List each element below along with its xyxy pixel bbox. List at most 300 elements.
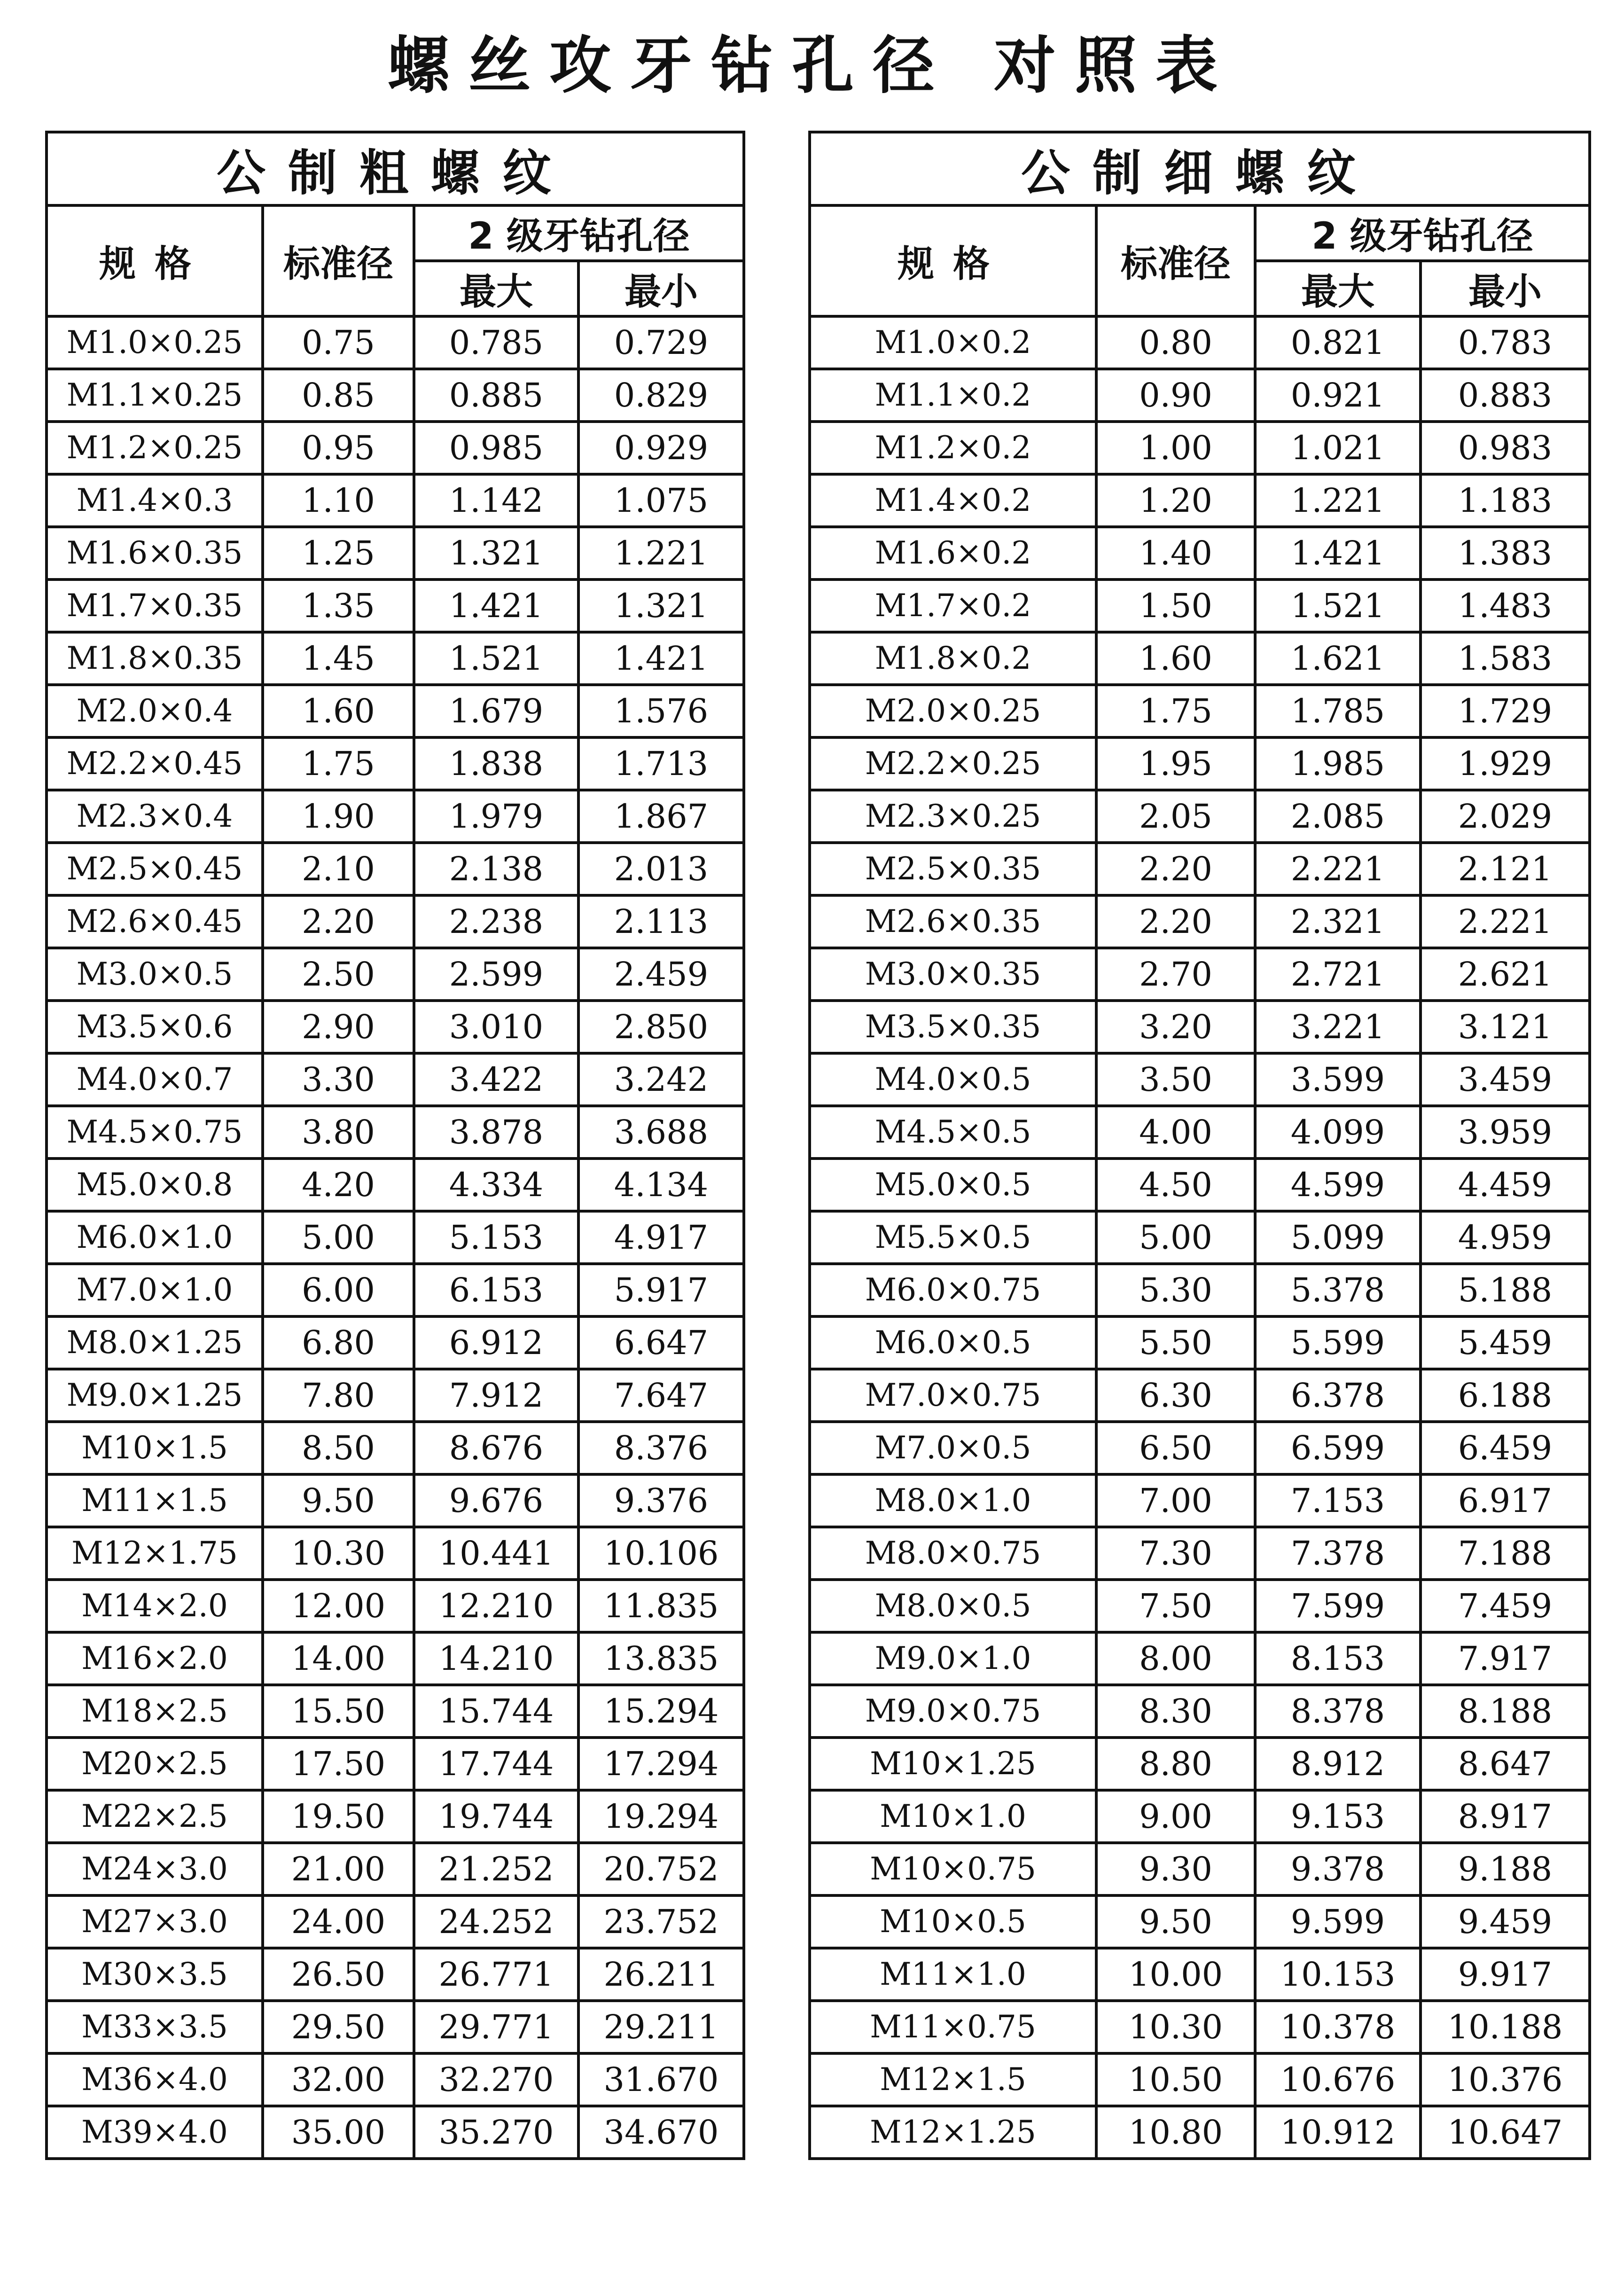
coarse-cell-max: 0.985 — [414, 422, 578, 474]
table-row — [47, 1474, 744, 1527]
fine-cell-spec: M8.0×1.0 — [810, 1474, 1096, 1527]
fine-cell-min: 8.188 — [1421, 1685, 1590, 1738]
coarse-cell-max: 1.838 — [414, 737, 578, 790]
coarse-cell-standard: 26.50 — [263, 1948, 414, 2001]
table-row — [810, 790, 1590, 843]
coarse-cell-max: 21.252 — [414, 1843, 578, 1895]
table-row — [810, 895, 1590, 948]
page-title: 螺丝攻牙钻孔径 对照表 — [388, 30, 1236, 102]
fine-cell-min: 1.729 — [1421, 685, 1590, 737]
fine-cell-max: 9.378 — [1255, 1843, 1421, 1895]
fine-cell-min: 10.647 — [1421, 2106, 1590, 2159]
table-row — [810, 1738, 1590, 1790]
fine-cell-min: 8.917 — [1421, 1790, 1590, 1843]
fine-cell-min: 2.621 — [1421, 948, 1590, 1001]
coarse-cell-standard: 6.80 — [263, 1316, 414, 1369]
fine-cell-min: 7.459 — [1421, 1580, 1590, 1632]
table-row — [810, 1527, 1590, 1580]
table-row — [47, 2106, 744, 2159]
coarse-cell-spec: M27×3.0 — [47, 1895, 263, 1948]
fine-cell-min: 7.188 — [1421, 1527, 1590, 1580]
fine-cell-standard: 9.50 — [1096, 1895, 1255, 1948]
table-row — [47, 1790, 744, 1843]
fine-cell-spec: M9.0×1.0 — [810, 1632, 1096, 1685]
coarse-cell-spec: M39×4.0 — [47, 2106, 263, 2159]
fine-cell-spec: M2.3×0.25 — [810, 790, 1096, 843]
table-row — [47, 1211, 744, 1264]
fine-cell-standard: 2.20 — [1096, 843, 1255, 895]
fine-cell-max: 1.521 — [1255, 579, 1421, 632]
table-row — [810, 1632, 1590, 1685]
fine-cell-spec: M8.0×0.75 — [810, 1527, 1096, 1580]
coarse-cell-spec: M1.0×0.25 — [47, 316, 263, 369]
fine-cell-standard: 1.50 — [1096, 579, 1255, 632]
fine-cell-max: 2.221 — [1255, 843, 1421, 895]
fine-cell-min: 1.183 — [1421, 474, 1590, 527]
coarse-cell-standard: 14.00 — [263, 1632, 414, 1685]
fine-cell-min: 10.376 — [1421, 2053, 1590, 2106]
coarse-cell-max: 26.771 — [414, 1948, 578, 2001]
fine-cell-spec: M11×0.75 — [810, 2001, 1096, 2053]
fine-cell-max: 10.912 — [1255, 2106, 1421, 2159]
fine-cell-max: 4.099 — [1255, 1106, 1421, 1159]
fine-cell-standard: 3.20 — [1096, 1001, 1255, 1053]
table-row — [47, 1369, 744, 1422]
coarse-cell-spec: M16×2.0 — [47, 1632, 263, 1685]
coarse-cell-standard: 2.10 — [263, 843, 414, 895]
table-row — [47, 1632, 744, 1685]
coarse-cell-spec: M4.5×0.75 — [47, 1106, 263, 1159]
coarse-cell-max: 1.679 — [414, 685, 578, 737]
coarse-cell-min: 34.670 — [578, 2106, 744, 2159]
table-row — [810, 1211, 1590, 1264]
coarse-cell-spec: M6.0×1.0 — [47, 1211, 263, 1264]
fine-cell-standard: 5.30 — [1096, 1264, 1255, 1316]
fine-cell-standard: 4.00 — [1096, 1106, 1255, 1159]
table-row — [810, 1316, 1590, 1369]
coarse-cell-spec: M4.0×0.7 — [47, 1053, 263, 1106]
coarse-cell-max: 7.912 — [414, 1369, 578, 1422]
coarse-cell-max: 14.210 — [414, 1632, 578, 1685]
fine-section-title: 公制细螺纹 — [810, 132, 1590, 205]
fine-cell-spec: M12×1.25 — [810, 2106, 1096, 2159]
coarse-cell-min: 17.294 — [578, 1738, 744, 1790]
table-row — [810, 422, 1590, 474]
coarse-cell-min: 3.242 — [578, 1053, 744, 1106]
fine-cell-standard: 7.50 — [1096, 1580, 1255, 1632]
coarse-cell-spec: M1.7×0.35 — [47, 579, 263, 632]
coarse-section-title: 公制粗螺纹 — [47, 132, 744, 205]
table-row — [47, 1738, 744, 1790]
fine-cell-standard: 10.80 — [1096, 2106, 1255, 2159]
table-row — [810, 1106, 1590, 1159]
fine-cell-max: 4.599 — [1255, 1159, 1421, 1211]
coarse-cell-standard: 8.50 — [263, 1422, 414, 1474]
coarse-cell-standard: 3.30 — [263, 1053, 414, 1106]
coarse-cell-min: 31.670 — [578, 2053, 744, 2106]
table-row — [810, 685, 1590, 737]
fine-cell-min: 1.483 — [1421, 579, 1590, 632]
coarse-cell-min: 1.713 — [578, 737, 744, 790]
table-row — [47, 895, 744, 948]
fine-cell-min: 1.929 — [1421, 737, 1590, 790]
table-row — [810, 1580, 1590, 1632]
fine-cell-standard: 5.00 — [1096, 1211, 1255, 1264]
table-row — [810, 1685, 1590, 1738]
coarse-cell-spec: M5.0×0.8 — [47, 1159, 263, 1211]
fine-cell-max: 0.821 — [1255, 316, 1421, 369]
fine-cell-min: 2.029 — [1421, 790, 1590, 843]
coarse-cell-standard: 6.00 — [263, 1264, 414, 1316]
coarse-cell-spec: M9.0×1.25 — [47, 1369, 263, 1422]
fine-cell-spec: M1.7×0.2 — [810, 579, 1096, 632]
table-row — [47, 1106, 744, 1159]
fine-cell-standard: 10.50 — [1096, 2053, 1255, 2106]
coarse-cell-standard: 19.50 — [263, 1790, 414, 1843]
coarse-cell-standard: 4.20 — [263, 1159, 414, 1211]
coarse-cell-spec: M1.4×0.3 — [47, 474, 263, 527]
coarse-cell-min: 2.013 — [578, 843, 744, 895]
coarse-cell-standard: 0.95 — [263, 422, 414, 474]
coarse-cell-standard: 35.00 — [263, 2106, 414, 2159]
table-row — [810, 1422, 1590, 1474]
coarse-cell-standard: 3.80 — [263, 1106, 414, 1159]
coarse-cell-spec: M1.1×0.25 — [47, 369, 263, 422]
fine-cell-min: 6.188 — [1421, 1369, 1590, 1422]
fine-cell-spec: M10×1.0 — [810, 1790, 1096, 1843]
fine-cell-max: 2.085 — [1255, 790, 1421, 843]
fine-cell-standard: 7.00 — [1096, 1474, 1255, 1527]
coarse-header-min: 最小 — [578, 261, 744, 316]
fine-header-spec: 规格 — [810, 205, 1096, 316]
coarse-cell-spec: M11×1.5 — [47, 1474, 263, 1527]
coarse-cell-max: 9.676 — [414, 1474, 578, 1527]
fine-cell-max: 5.378 — [1255, 1264, 1421, 1316]
coarse-cell-max: 1.521 — [414, 632, 578, 685]
fine-cell-min: 3.459 — [1421, 1053, 1590, 1106]
coarse-cell-max: 3.422 — [414, 1053, 578, 1106]
coarse-cell-max: 1.979 — [414, 790, 578, 843]
coarse-cell-min: 2.459 — [578, 948, 744, 1001]
table-row — [810, 527, 1590, 579]
coarse-cell-standard: 1.45 — [263, 632, 414, 685]
fine-cell-standard: 10.00 — [1096, 1948, 1255, 2001]
coarse-thread-table — [45, 131, 745, 2160]
fine-table-body — [810, 316, 1590, 2159]
fine-cell-standard: 1.40 — [1096, 527, 1255, 579]
fine-cell-min: 10.188 — [1421, 2001, 1590, 2053]
coarse-cell-max: 1.421 — [414, 579, 578, 632]
fine-cell-max: 2.721 — [1255, 948, 1421, 1001]
table-row — [810, 579, 1590, 632]
fine-cell-min: 9.459 — [1421, 1895, 1590, 1948]
coarse-cell-min: 19.294 — [578, 1790, 744, 1843]
fine-cell-spec: M9.0×0.75 — [810, 1685, 1096, 1738]
coarse-cell-min: 2.850 — [578, 1001, 744, 1053]
coarse-cell-max: 17.744 — [414, 1738, 578, 1790]
coarse-cell-max: 19.744 — [414, 1790, 578, 1843]
table-row — [47, 316, 744, 369]
table-row — [47, 843, 744, 895]
coarse-cell-standard: 1.75 — [263, 737, 414, 790]
coarse-cell-min: 4.134 — [578, 1159, 744, 1211]
fine-cell-spec: M4.5×0.5 — [810, 1106, 1096, 1159]
coarse-cell-spec: M30×3.5 — [47, 1948, 263, 2001]
coarse-cell-max: 35.270 — [414, 2106, 578, 2159]
fine-cell-standard: 8.30 — [1096, 1685, 1255, 1738]
fine-cell-min: 5.188 — [1421, 1264, 1590, 1316]
table-row — [47, 632, 744, 685]
fine-cell-standard: 8.00 — [1096, 1632, 1255, 1685]
coarse-cell-min: 1.421 — [578, 632, 744, 685]
table-row — [810, 474, 1590, 527]
coarse-cell-standard: 24.00 — [263, 1895, 414, 1948]
fine-cell-max: 1.785 — [1255, 685, 1421, 737]
fine-cell-min: 8.647 — [1421, 1738, 1590, 1790]
table-row — [47, 2001, 744, 2053]
fine-cell-max: 1.421 — [1255, 527, 1421, 579]
coarse-cell-spec: M2.0×0.4 — [47, 685, 263, 737]
fine-cell-max: 8.153 — [1255, 1632, 1421, 1685]
fine-cell-spec: M10×1.25 — [810, 1738, 1096, 1790]
coarse-table-body — [47, 316, 744, 2159]
fine-cell-spec: M10×0.75 — [810, 1843, 1096, 1895]
fine-cell-min: 0.983 — [1421, 422, 1590, 474]
coarse-cell-spec: M18×2.5 — [47, 1685, 263, 1738]
coarse-header-standard: 标准径 — [263, 205, 414, 316]
fine-cell-spec: M2.6×0.35 — [810, 895, 1096, 948]
table-row — [47, 369, 744, 422]
coarse-cell-max: 6.912 — [414, 1316, 578, 1369]
coarse-cell-min: 11.835 — [578, 1580, 744, 1632]
fine-cell-spec: M1.2×0.2 — [810, 422, 1096, 474]
coarse-cell-standard: 10.30 — [263, 1527, 414, 1580]
fine-cell-max: 1.985 — [1255, 737, 1421, 790]
coarse-cell-spec: M33×3.5 — [47, 2001, 263, 2053]
coarse-cell-max: 3.878 — [414, 1106, 578, 1159]
table-row — [47, 790, 744, 843]
fine-header-max: 最大 — [1255, 261, 1421, 316]
table-row — [47, 1264, 744, 1316]
fine-cell-max: 8.912 — [1255, 1738, 1421, 1790]
fine-cell-max: 1.021 — [1255, 422, 1421, 474]
fine-cell-spec: M1.4×0.2 — [810, 474, 1096, 527]
table-row — [810, 369, 1590, 422]
fine-cell-min: 9.188 — [1421, 1843, 1590, 1895]
table-row — [47, 1422, 744, 1474]
fine-cell-spec: M2.5×0.35 — [810, 843, 1096, 895]
coarse-cell-min: 1.576 — [578, 685, 744, 737]
coarse-cell-max: 0.885 — [414, 369, 578, 422]
coarse-cell-spec: M1.6×0.35 — [47, 527, 263, 579]
table-row — [47, 422, 744, 474]
coarse-cell-standard: 1.90 — [263, 790, 414, 843]
fine-cell-min: 4.459 — [1421, 1159, 1590, 1211]
table-row — [810, 1843, 1590, 1895]
fine-cell-standard: 0.80 — [1096, 316, 1255, 369]
coarse-cell-spec: M20×2.5 — [47, 1738, 263, 1790]
table-row — [810, 1948, 1590, 2001]
coarse-cell-min: 10.106 — [578, 1527, 744, 1580]
coarse-header-spec: 规格 — [47, 205, 263, 316]
table-row — [47, 2053, 744, 2106]
fine-cell-standard: 9.00 — [1096, 1790, 1255, 1843]
coarse-cell-standard: 15.50 — [263, 1685, 414, 1738]
fine-cell-standard: 2.70 — [1096, 948, 1255, 1001]
coarse-cell-standard: 1.60 — [263, 685, 414, 737]
fine-cell-min: 5.459 — [1421, 1316, 1590, 1369]
fine-cell-max: 5.099 — [1255, 1211, 1421, 1264]
coarse-cell-spec: M3.0×0.5 — [47, 948, 263, 1001]
coarse-cell-min: 4.917 — [578, 1211, 744, 1264]
coarse-cell-standard: 17.50 — [263, 1738, 414, 1790]
fine-cell-spec: M1.6×0.2 — [810, 527, 1096, 579]
table-row — [810, 1159, 1590, 1211]
fine-cell-standard: 1.60 — [1096, 632, 1255, 685]
fine-cell-max: 1.621 — [1255, 632, 1421, 685]
coarse-cell-max: 10.441 — [414, 1527, 578, 1580]
table-row — [47, 1159, 744, 1211]
coarse-cell-min: 0.929 — [578, 422, 744, 474]
fine-cell-max: 9.599 — [1255, 1895, 1421, 1948]
coarse-cell-min: 20.752 — [578, 1843, 744, 1895]
coarse-cell-standard: 2.50 — [263, 948, 414, 1001]
table-row — [47, 948, 744, 1001]
fine-cell-min: 3.959 — [1421, 1106, 1590, 1159]
coarse-cell-standard: 1.35 — [263, 579, 414, 632]
fine-cell-min: 7.917 — [1421, 1632, 1590, 1685]
coarse-header-drill-group: 2 级牙钻孔径 — [414, 205, 744, 261]
fine-cell-max: 5.599 — [1255, 1316, 1421, 1369]
fine-cell-standard: 0.90 — [1096, 369, 1255, 422]
coarse-cell-spec: M1.2×0.25 — [47, 422, 263, 474]
fine-cell-standard: 3.50 — [1096, 1053, 1255, 1106]
fine-cell-min: 3.121 — [1421, 1001, 1590, 1053]
coarse-cell-min: 1.867 — [578, 790, 744, 843]
fine-cell-min: 4.959 — [1421, 1211, 1590, 1264]
coarse-cell-spec: M2.2×0.45 — [47, 737, 263, 790]
table-row — [47, 1843, 744, 1895]
table-row — [810, 1895, 1590, 1948]
table-row — [810, 2053, 1590, 2106]
table-row — [47, 1685, 744, 1738]
coarse-cell-min: 0.729 — [578, 316, 744, 369]
fine-cell-standard: 10.30 — [1096, 2001, 1255, 2053]
fine-header-min: 最小 — [1421, 261, 1590, 316]
coarse-cell-standard: 12.00 — [263, 1580, 414, 1632]
fine-cell-max: 7.153 — [1255, 1474, 1421, 1527]
coarse-cell-spec: M2.6×0.45 — [47, 895, 263, 948]
fine-cell-max: 10.378 — [1255, 2001, 1421, 2053]
table-row — [810, 1053, 1590, 1106]
fine-cell-standard: 1.95 — [1096, 737, 1255, 790]
table-row — [47, 685, 744, 737]
fine-cell-spec: M4.0×0.5 — [810, 1053, 1096, 1106]
fine-cell-spec: M2.0×0.25 — [810, 685, 1096, 737]
coarse-cell-min: 5.917 — [578, 1264, 744, 1316]
fine-cell-spec: M1.0×0.2 — [810, 316, 1096, 369]
coarse-cell-max: 5.153 — [414, 1211, 578, 1264]
table-row — [47, 1895, 744, 1948]
coarse-cell-spec: M1.8×0.35 — [47, 632, 263, 685]
fine-cell-spec: M7.0×0.5 — [810, 1422, 1096, 1474]
coarse-cell-max: 2.238 — [414, 895, 578, 948]
coarse-cell-max: 29.771 — [414, 2001, 578, 2053]
fine-cell-max: 1.221 — [1255, 474, 1421, 527]
coarse-cell-standard: 0.85 — [263, 369, 414, 422]
fine-cell-max: 8.378 — [1255, 1685, 1421, 1738]
fine-cell-max: 6.378 — [1255, 1369, 1421, 1422]
coarse-cell-max: 2.138 — [414, 843, 578, 895]
fine-cell-max: 9.153 — [1255, 1790, 1421, 1843]
coarse-cell-spec: M14×2.0 — [47, 1580, 263, 1632]
table-row — [810, 1369, 1590, 1422]
fine-cell-max: 10.676 — [1255, 2053, 1421, 2106]
coarse-cell-min: 2.113 — [578, 895, 744, 948]
coarse-cell-min: 23.752 — [578, 1895, 744, 1948]
fine-cell-standard: 1.75 — [1096, 685, 1255, 737]
fine-cell-spec: M7.0×0.75 — [810, 1369, 1096, 1422]
fine-cell-max: 6.599 — [1255, 1422, 1421, 1474]
fine-cell-min: 6.459 — [1421, 1422, 1590, 1474]
fine-header-drill-group: 2 级牙钻孔径 — [1255, 205, 1590, 261]
fine-cell-standard: 6.30 — [1096, 1369, 1255, 1422]
fine-cell-max: 2.321 — [1255, 895, 1421, 948]
table-row — [810, 316, 1590, 369]
fine-cell-max: 7.599 — [1255, 1580, 1421, 1632]
table-row — [47, 1316, 744, 1369]
fine-cell-standard: 4.50 — [1096, 1159, 1255, 1211]
fine-cell-standard: 7.30 — [1096, 1527, 1255, 1580]
table-row — [47, 737, 744, 790]
table-row — [47, 1527, 744, 1580]
coarse-cell-min: 15.294 — [578, 1685, 744, 1738]
fine-cell-min: 9.917 — [1421, 1948, 1590, 2001]
table-row — [810, 632, 1590, 685]
coarse-cell-max: 12.210 — [414, 1580, 578, 1632]
fine-cell-spec: M11×1.0 — [810, 1948, 1096, 2001]
fine-cell-standard: 2.20 — [1096, 895, 1255, 948]
coarse-cell-max: 8.676 — [414, 1422, 578, 1474]
coarse-cell-max: 15.744 — [414, 1685, 578, 1738]
coarse-cell-standard: 1.25 — [263, 527, 414, 579]
fine-cell-max: 7.378 — [1255, 1527, 1421, 1580]
table-row — [810, 948, 1590, 1001]
coarse-cell-max: 24.252 — [414, 1895, 578, 1948]
coarse-cell-min: 13.835 — [578, 1632, 744, 1685]
fine-cell-spec: M5.0×0.5 — [810, 1159, 1096, 1211]
coarse-cell-min: 1.221 — [578, 527, 744, 579]
table-row — [47, 1580, 744, 1632]
coarse-cell-standard: 21.00 — [263, 1843, 414, 1895]
coarse-cell-spec: M3.5×0.6 — [47, 1001, 263, 1053]
fine-cell-standard: 1.00 — [1096, 422, 1255, 474]
table-row — [47, 474, 744, 527]
fine-cell-standard: 5.50 — [1096, 1316, 1255, 1369]
fine-cell-min: 2.221 — [1421, 895, 1590, 948]
fine-thread-table — [808, 131, 1591, 2160]
coarse-cell-min: 1.321 — [578, 579, 744, 632]
table-row — [810, 1790, 1590, 1843]
coarse-cell-max: 6.153 — [414, 1264, 578, 1316]
coarse-cell-standard: 0.75 — [263, 316, 414, 369]
coarse-cell-spec: M2.3×0.4 — [47, 790, 263, 843]
coarse-cell-standard: 9.50 — [263, 1474, 414, 1527]
coarse-cell-max: 1.321 — [414, 527, 578, 579]
coarse-cell-standard: 2.20 — [263, 895, 414, 948]
coarse-cell-max: 3.010 — [414, 1001, 578, 1053]
coarse-cell-min: 6.647 — [578, 1316, 744, 1369]
